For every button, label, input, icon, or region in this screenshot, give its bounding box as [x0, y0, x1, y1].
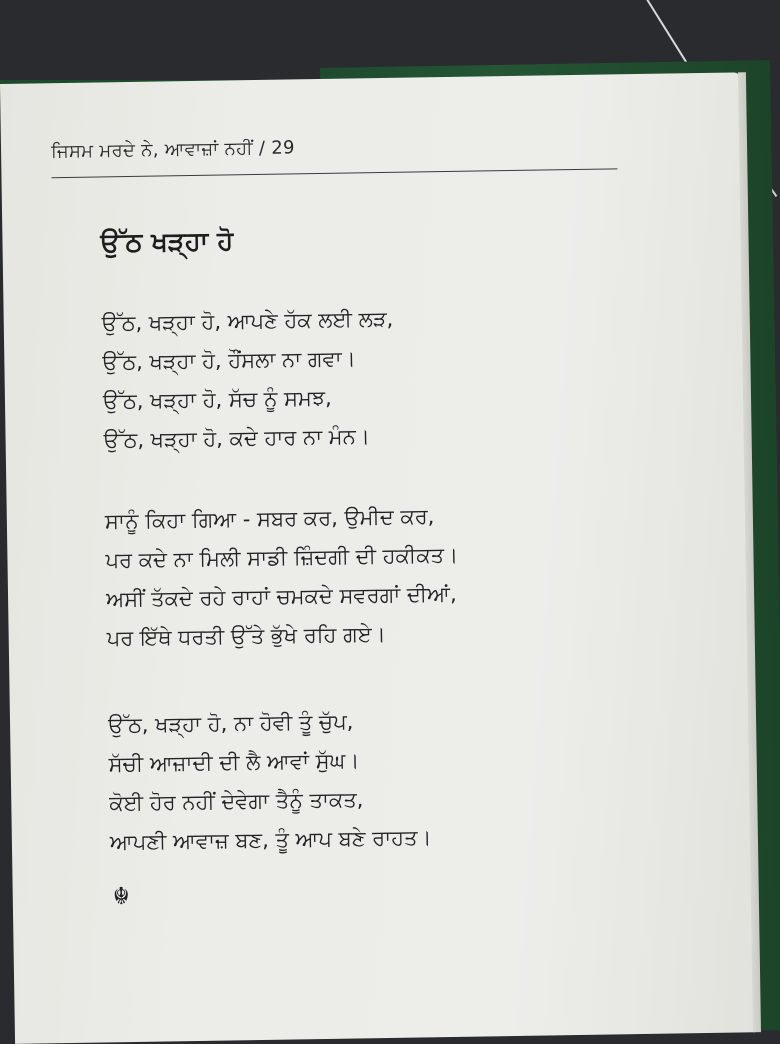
- desk-edge-line: [640, 0, 689, 66]
- verse-line: ਅਸੀਂ ਤੱਕਦੇ ਰਹੇ ਰਾਹਾਂ ਚਮਕਦੇ ਸਵਰਗਾਂ ਦੀਆਂ,: [105, 581, 457, 612]
- verse-line: ਪਰ ਕਦੇ ਨਾ ਮਿਲੀ ਸਾਡੀ ਜ਼ਿੰਦਗੀ ਦੀ ਹਕੀਕਤ।: [105, 542, 459, 573]
- verse-line: ਉੱਠ, ਖੜ੍ਹਾ ਹੋ, ਹੌਂਸਲਾ ਨਾ ਗਵਾ।: [102, 346, 356, 375]
- stanza-3: [108, 701, 432, 862]
- end-ornament-icon: ☬: [112, 882, 131, 911]
- verse-line: ਉੱਠ, ਖੜ੍ਹਾ ਹੋ, ਸੱਚ ਨੂੰ ਸਮਝ,: [102, 385, 332, 414]
- verse-line: ਕੋਈ ਹੋਰ ਨਹੀਂ ਦੇਵੇਗਾ ਤੈਨੂੰ ਤਾਕਤ,: [109, 787, 364, 816]
- header-rule: [51, 168, 617, 178]
- book-page: [0, 72, 755, 1044]
- verse-line: ਉੱਠ, ਖੜ੍ਹਾ ਹੋ, ਕਦੇ ਹਾਰ ਨਾ ਮੰਨ।: [103, 424, 371, 453]
- verse-line: ਉੱਠ, ਖੜ੍ਹਾ ਹੋ, ਆਪਣੇ ਹੱਕ ਲਈ ਲੜ,: [101, 306, 394, 336]
- running-header: ਜਿਸਮ ਮਰਦੇ ਨੇ, ਆਵਾਜ਼ਾਂ ਨਹੀਂ / 29: [50, 137, 295, 163]
- verse-line: ਸੱਚੀ ਆਜ਼ਾਦੀ ਦੀ ਲੈ ਆਵਾਂ ਸੁੱਘ।: [108, 748, 360, 777]
- verse-line: ਆਪਣੀ ਆਵਾਜ਼ ਬਣ, ਤੂੰ ਆਪ ਬਣੇ ਰਾਹਤ।: [109, 825, 432, 855]
- stanza-2: [105, 497, 460, 659]
- verse-line: ਉੱਠ, ਖੜ੍ਹਾ ਹੋ, ਨਾ ਹੋਵੀ ਤੂੰ ਚੁੱਪ,: [107, 709, 354, 738]
- stanza-1: [101, 300, 395, 461]
- verse-line: ਸਾਨੂੰ ਕਿਹਾ ਗਿਆ - ਸਬਰ ਕਰ, ਉਮੀਦ ਕਰ,: [104, 504, 435, 534]
- verse-line: ਪਰ ਇੱਥੇ ਧਰਤੀ ਉੱਤੇ ਭੁੱਖੇ ਰਹਿ ਗਏ।: [106, 622, 387, 651]
- poem-title: ਉੱਠ ਖੜ੍ਹਾ ਹੋ: [100, 226, 234, 259]
